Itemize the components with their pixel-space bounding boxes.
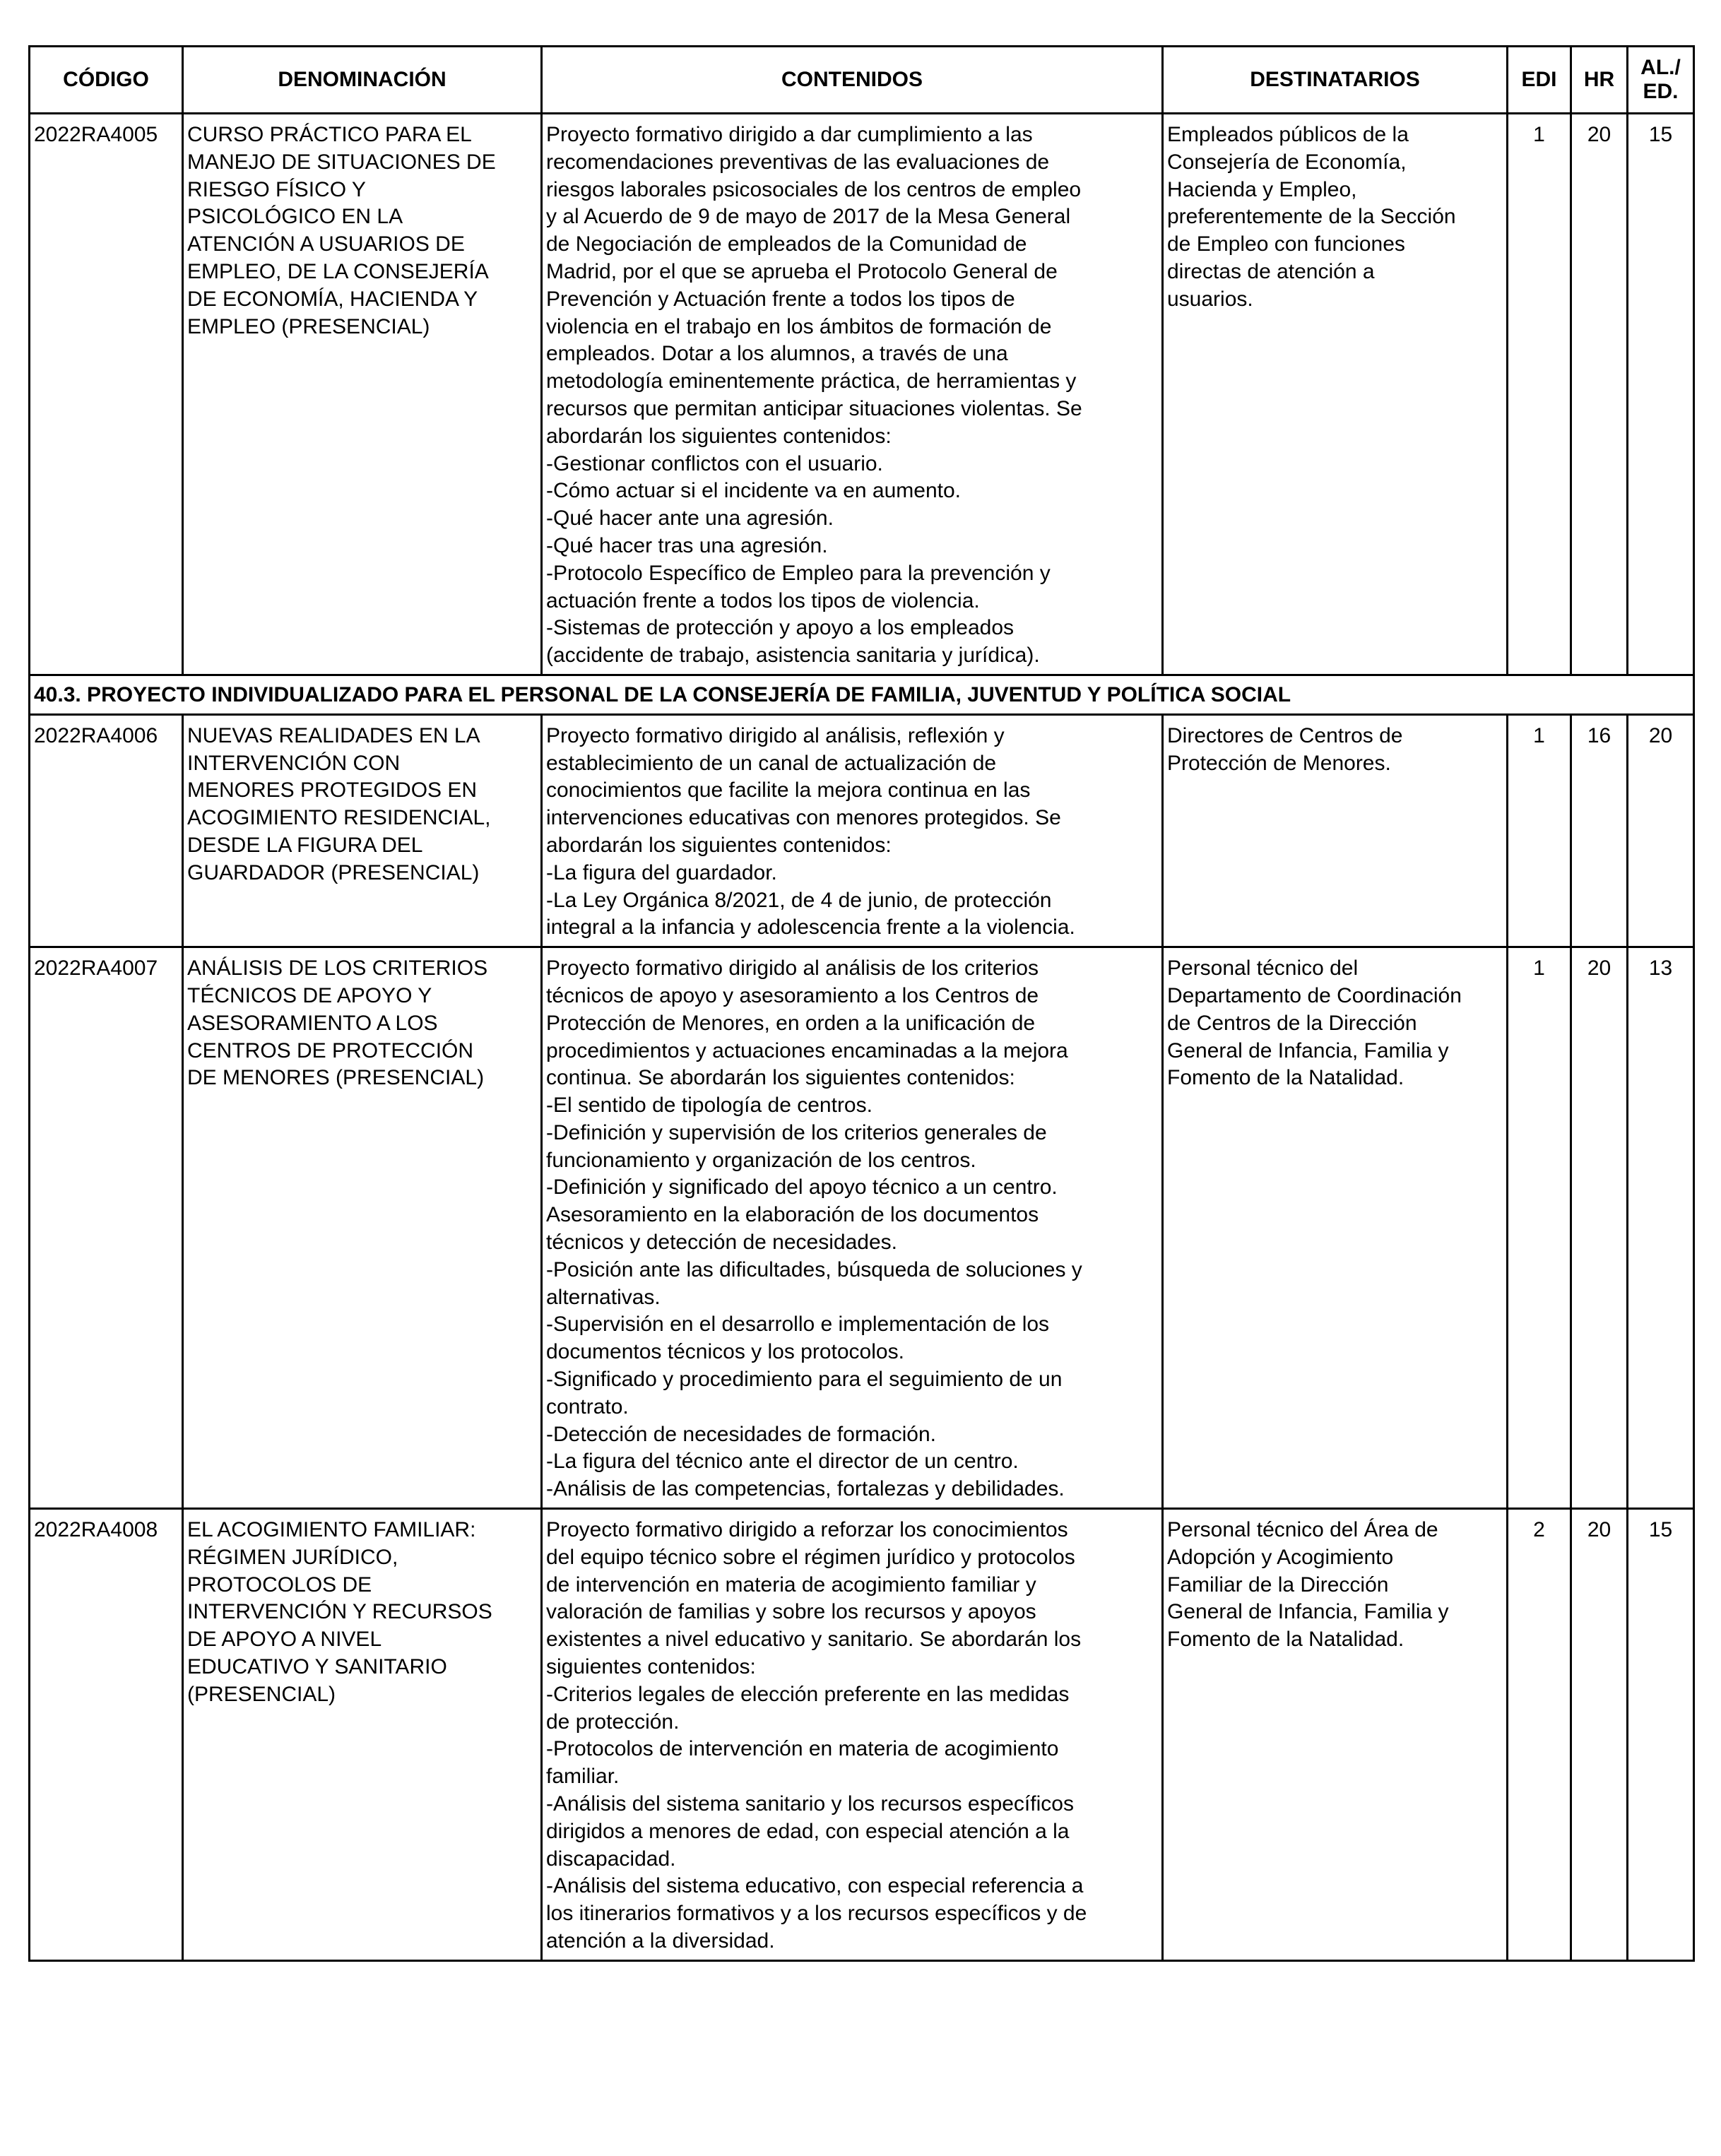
header-codigo: CÓDIGO [30,47,183,114]
section-row [30,675,1694,714]
table-row [30,114,1694,675]
cell-hr: 20 [1571,1509,1628,1961]
table-row [30,1509,1694,1961]
cell-codigo: 2022RA4006 [30,714,183,947]
cell-denominacion: EL ACOGIMIENTO FAMILIAR: RÉGIMEN JURÍDICO, PROTOCOLOS DE INTERVENCIÓN Y RECURSOS DE APOYO A NIVEL EDUCATIVO Y SANITARIO (PRESENCIAL) [183,1509,542,1961]
cell-destinatarios: Personal técnico del Departamento de Coordinación de Centros de la Dirección General de Infancia, Familia y Fomento de la Natalidad. [1163,947,1508,1509]
cell-denominacion: NUEVAS REALIDADES EN LA INTERVENCIÓN CON MENORES PROTEGIDOS EN ACOGIMIENTO RESIDENCIAL, DESDE LA FIGURA DEL GUARDADOR (PRESENCIAL) [183,714,542,947]
cell-contenidos: Proyecto formativo dirigido al análisis, reflexión y establecimiento de un canal de actualización de conocimientos que facilite la mejora continua en las intervenciones educativas con menores protegidos. Se abordarán los siguientes contenidos: -La figura del guardador. -La Ley Orgánica 8/2021, de 4 de junio, de protección integral a la infancia y adolescencia frente a la violencia. [542,714,1163,947]
cell-contenidos: Proyecto formativo dirigido a dar cumplimiento a las recomendaciones preventivas de las evaluaciones de riesgos laborales psicosociales de los centros de empleo y al Acuerdo de 9 de mayo de 2017 de la Mesa General de Negociación de empleados de la Comunidad de Madrid, por el que se aprueba el Protocolo General de Prevención y Actuación frente a todos los tipos de violencia en el trabajo en los ámbitos de formación de empleados. Dotar a los alumnos, a través de una metodología eminentemente práctica, de herramientas y recursos que permitan anticipar situaciones violentas. Se abordarán los siguientes contenidos: -Gestionar conflictos con el usuario. -Cómo actuar si el incidente va en aumento. -Qué hacer ante una agresión. -Qué hacer tras una agresión. -Protocolo Específico de Empleo para la prevención y actuación frente a todos los tipos de violencia. -Sistemas de protección y apoyo a los empleados (accidente de trabajo, asistencia sanitaria y jurídica). [542,114,1163,675]
cell-destinatarios: Empleados públicos de la Consejería de Economía, Hacienda y Empleo, preferentemente de la Sección de Empleo con funciones directas de atención a usuarios. [1163,114,1508,675]
cell-codigo: 2022RA4005 [30,114,183,675]
cell-denominacion: CURSO PRÁCTICO PARA EL MANEJO DE SITUACIONES DE RIESGO FÍSICO Y PSICOLÓGICO EN LA ATENCIÓN A USUARIOS DE EMPLEO, DE LA CONSEJERÍA DE ECONOMÍA, HACIENDA Y EMPLEO (PRESENCIAL) [183,114,542,675]
table-row [30,947,1694,1509]
section-title: 40.3. PROYECTO INDIVIDUALIZADO PARA EL PERSONAL DE LA CONSEJERÍA DE FAMILIA, JUVENTUD Y POLÍTICA SOCIAL [30,675,1694,714]
cell-edi: 1 [1508,114,1571,675]
cell-codigo: 2022RA4008 [30,1509,183,1961]
header-denominacion: DENOMINACIÓN [183,47,542,114]
cell-codigo: 2022RA4007 [30,947,183,1509]
cell-hr: 20 [1571,114,1628,675]
cell-hr: 20 [1571,947,1628,1509]
cell-hr: 16 [1571,714,1628,947]
courses-table [28,45,1695,1962]
cell-edi: 1 [1508,947,1571,1509]
header-hr: HR [1571,47,1628,114]
cell-edi: 1 [1508,714,1571,947]
cell-al-ed: 15 [1628,114,1694,675]
header-row [30,47,1694,114]
cell-contenidos: Proyecto formativo dirigido al análisis de los criterios técnicos de apoyo y asesoramiento a los Centros de Protección de Menores, en orden a la unificación de procedimientos y actuaciones encaminadas a la mejora continua. Se abordarán los siguientes contenidos: -El sentido de tipología de centros. -Definición y supervisión de los criterios generales de funcionamiento y organización de los centros. -Definición y significado del apoyo técnico a un centro. Asesoramiento en la elaboración de los documentos técnicos y detección de necesidades. -Posición ante las dificultades, búsqueda de soluciones y alternativas. -Supervisión en el desarrollo e implementación de los documentos técnicos y los protocolos. -Significado y procedimiento para el seguimiento de un contrato. -Detección de necesidades de formación. -La figura del técnico ante el director de un centro. -Análisis de las competencias, fortalezas y debilidades. [542,947,1163,1509]
header-edi: EDI [1508,47,1571,114]
cell-al-ed: 20 [1628,714,1694,947]
table-row [30,714,1694,947]
header-al-ed: AL./ ED. [1628,47,1694,114]
header-contenidos: CONTENIDOS [542,47,1163,114]
header-destinatarios: DESTINATARIOS [1163,47,1508,114]
cell-destinatarios: Directores de Centros de Protección de Menores. [1163,714,1508,947]
cell-al-ed: 13 [1628,947,1694,1509]
cell-edi: 2 [1508,1509,1571,1961]
cell-contenidos: Proyecto formativo dirigido a reforzar los conocimientos del equipo técnico sobre el régimen jurídico y protocolos de intervención en materia de acogimiento familiar y valoración de familias y sobre los recursos y apoyos existentes a nivel educativo y sanitario. Se abordarán los siguientes contenidos: -Criterios legales de elección preferente en las medidas de protección. -Protocolos de intervención en materia de acogimiento familiar. -Análisis del sistema sanitario y los recursos específicos dirigidos a menores de edad, con especial atención a la discapacidad. -Análisis del sistema educativo, con especial referencia a los itinerarios formativos y a los recursos específicos y de atención a la diversidad. [542,1509,1163,1961]
cell-al-ed: 15 [1628,1509,1694,1961]
cell-destinatarios: Personal técnico del Área de Adopción y Acogimiento Familiar de la Dirección General de Infancia, Familia y Fomento de la Natalidad. [1163,1509,1508,1961]
cell-denominacion: ANÁLISIS DE LOS CRITERIOS TÉCNICOS DE APOYO Y ASESORAMIENTO A LOS CENTROS DE PROTECCIÓN DE MENORES (PRESENCIAL) [183,947,542,1509]
